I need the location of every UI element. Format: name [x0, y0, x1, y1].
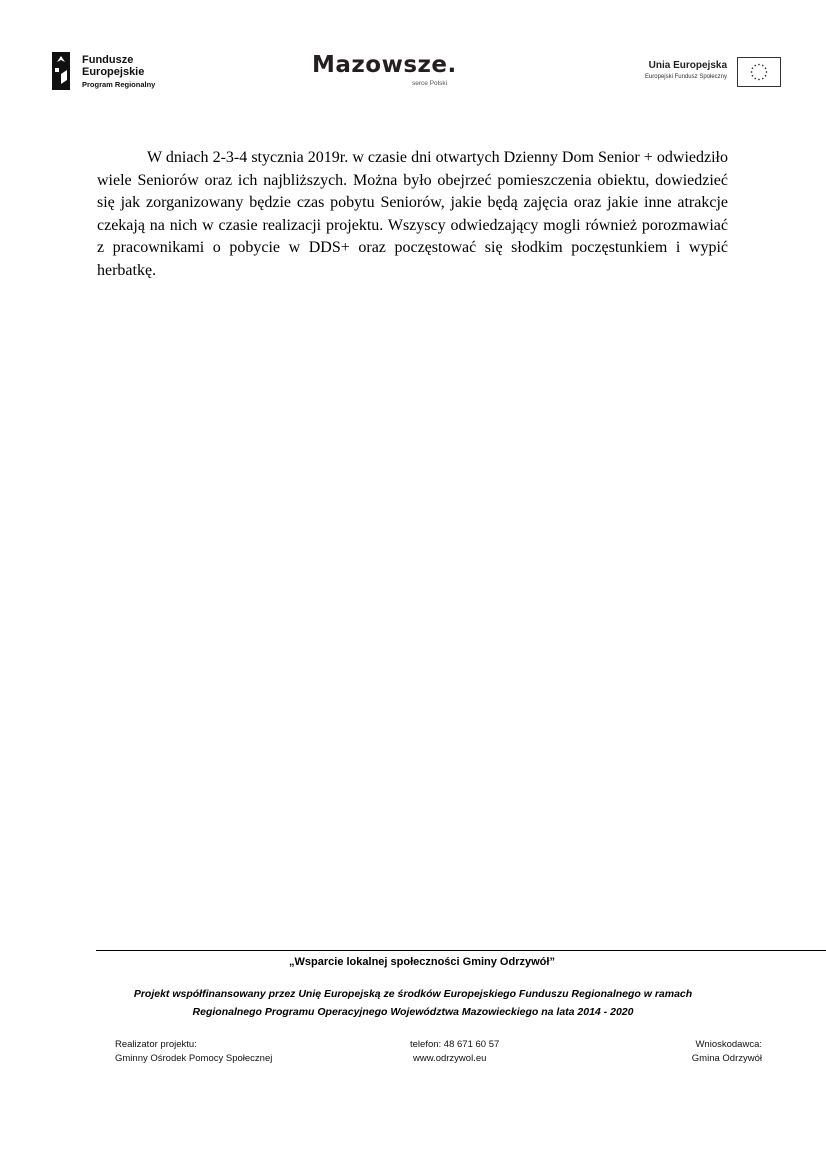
fundusze-europejskie-emblem-icon — [50, 50, 72, 92]
footer-realizator-label: Realizator projektu: — [115, 1039, 197, 1050]
eu-logo-line1: Unia Europejska — [648, 60, 727, 71]
footer-funding-line2: Regionalnego Programu Operacyjnego Województwa Mazowieckiego na lata 2014 - 2020 — [192, 1006, 634, 1018]
fe-logo-line3: Program Regionalny — [82, 80, 156, 89]
unia-europejska-logo — [630, 56, 785, 88]
footer-realizator — [115, 1038, 272, 1066]
footer-realizator-value: Gminny Ośrodek Pomocy Społecznej — [115, 1053, 273, 1064]
mazowsze-tagline: serce Polski — [412, 80, 448, 87]
footer-project-title — [0, 956, 826, 968]
footer-funding-line1: Projekt współfinansowany przez Unię Europejską ze środków Europejskiego Funduszu Regionalnego w ramach — [133, 988, 693, 1000]
fe-logo-line2: Europejskie — [82, 66, 145, 78]
body-paragraph: W dniach 2-3-4 stycznia 2019r. w czasie dni otwartych Dzienny Dom Senior + odwiedziło wiele Seniorów oraz ich najbliższych. Można było obejrzeć pomieszczenia obiektu, dowiedzieć się jak zorganizowany będzie czas pobytu Seniorów, jakie będą zajęcia oraz jakie inne atrakcje czekają na nich w czasie realizacji projektu. Wszyscy odwiedzający mogli również porozmawiać z pracownikami o pobycie w DDS+ oraz poczęstować się słodkim poczęstunkiem i wypić herbatkę. — [97, 149, 728, 279]
eu-flag-icon — [737, 57, 781, 87]
footer-wnioskodawca-value: Gmina Odrzywół — [691, 1053, 762, 1064]
fe-logo-line1: Fundusze — [82, 54, 134, 66]
footer-wnioskodawca — [686, 1038, 762, 1066]
footer-wnioskodawca-label: Wnioskodawca: — [695, 1039, 762, 1050]
footer-divider — [96, 950, 826, 951]
eu-logo-line2: Europejski Fundusz Społeczny — [644, 74, 727, 80]
footer-project-title-text: „Wsparcie lokalnej społeczności Gminy Odrzywół” — [289, 956, 555, 968]
footer-contact — [410, 1038, 499, 1066]
mazowsze-wordmark: Mazowsze. — [312, 52, 457, 78]
footer-phone: telefon: 48 671 60 57 — [410, 1039, 500, 1050]
mazowsze-logo — [312, 52, 472, 92]
footer-website: www.odrzywol.eu — [413, 1053, 487, 1064]
fundusze-europejskie-logo — [50, 48, 170, 94]
